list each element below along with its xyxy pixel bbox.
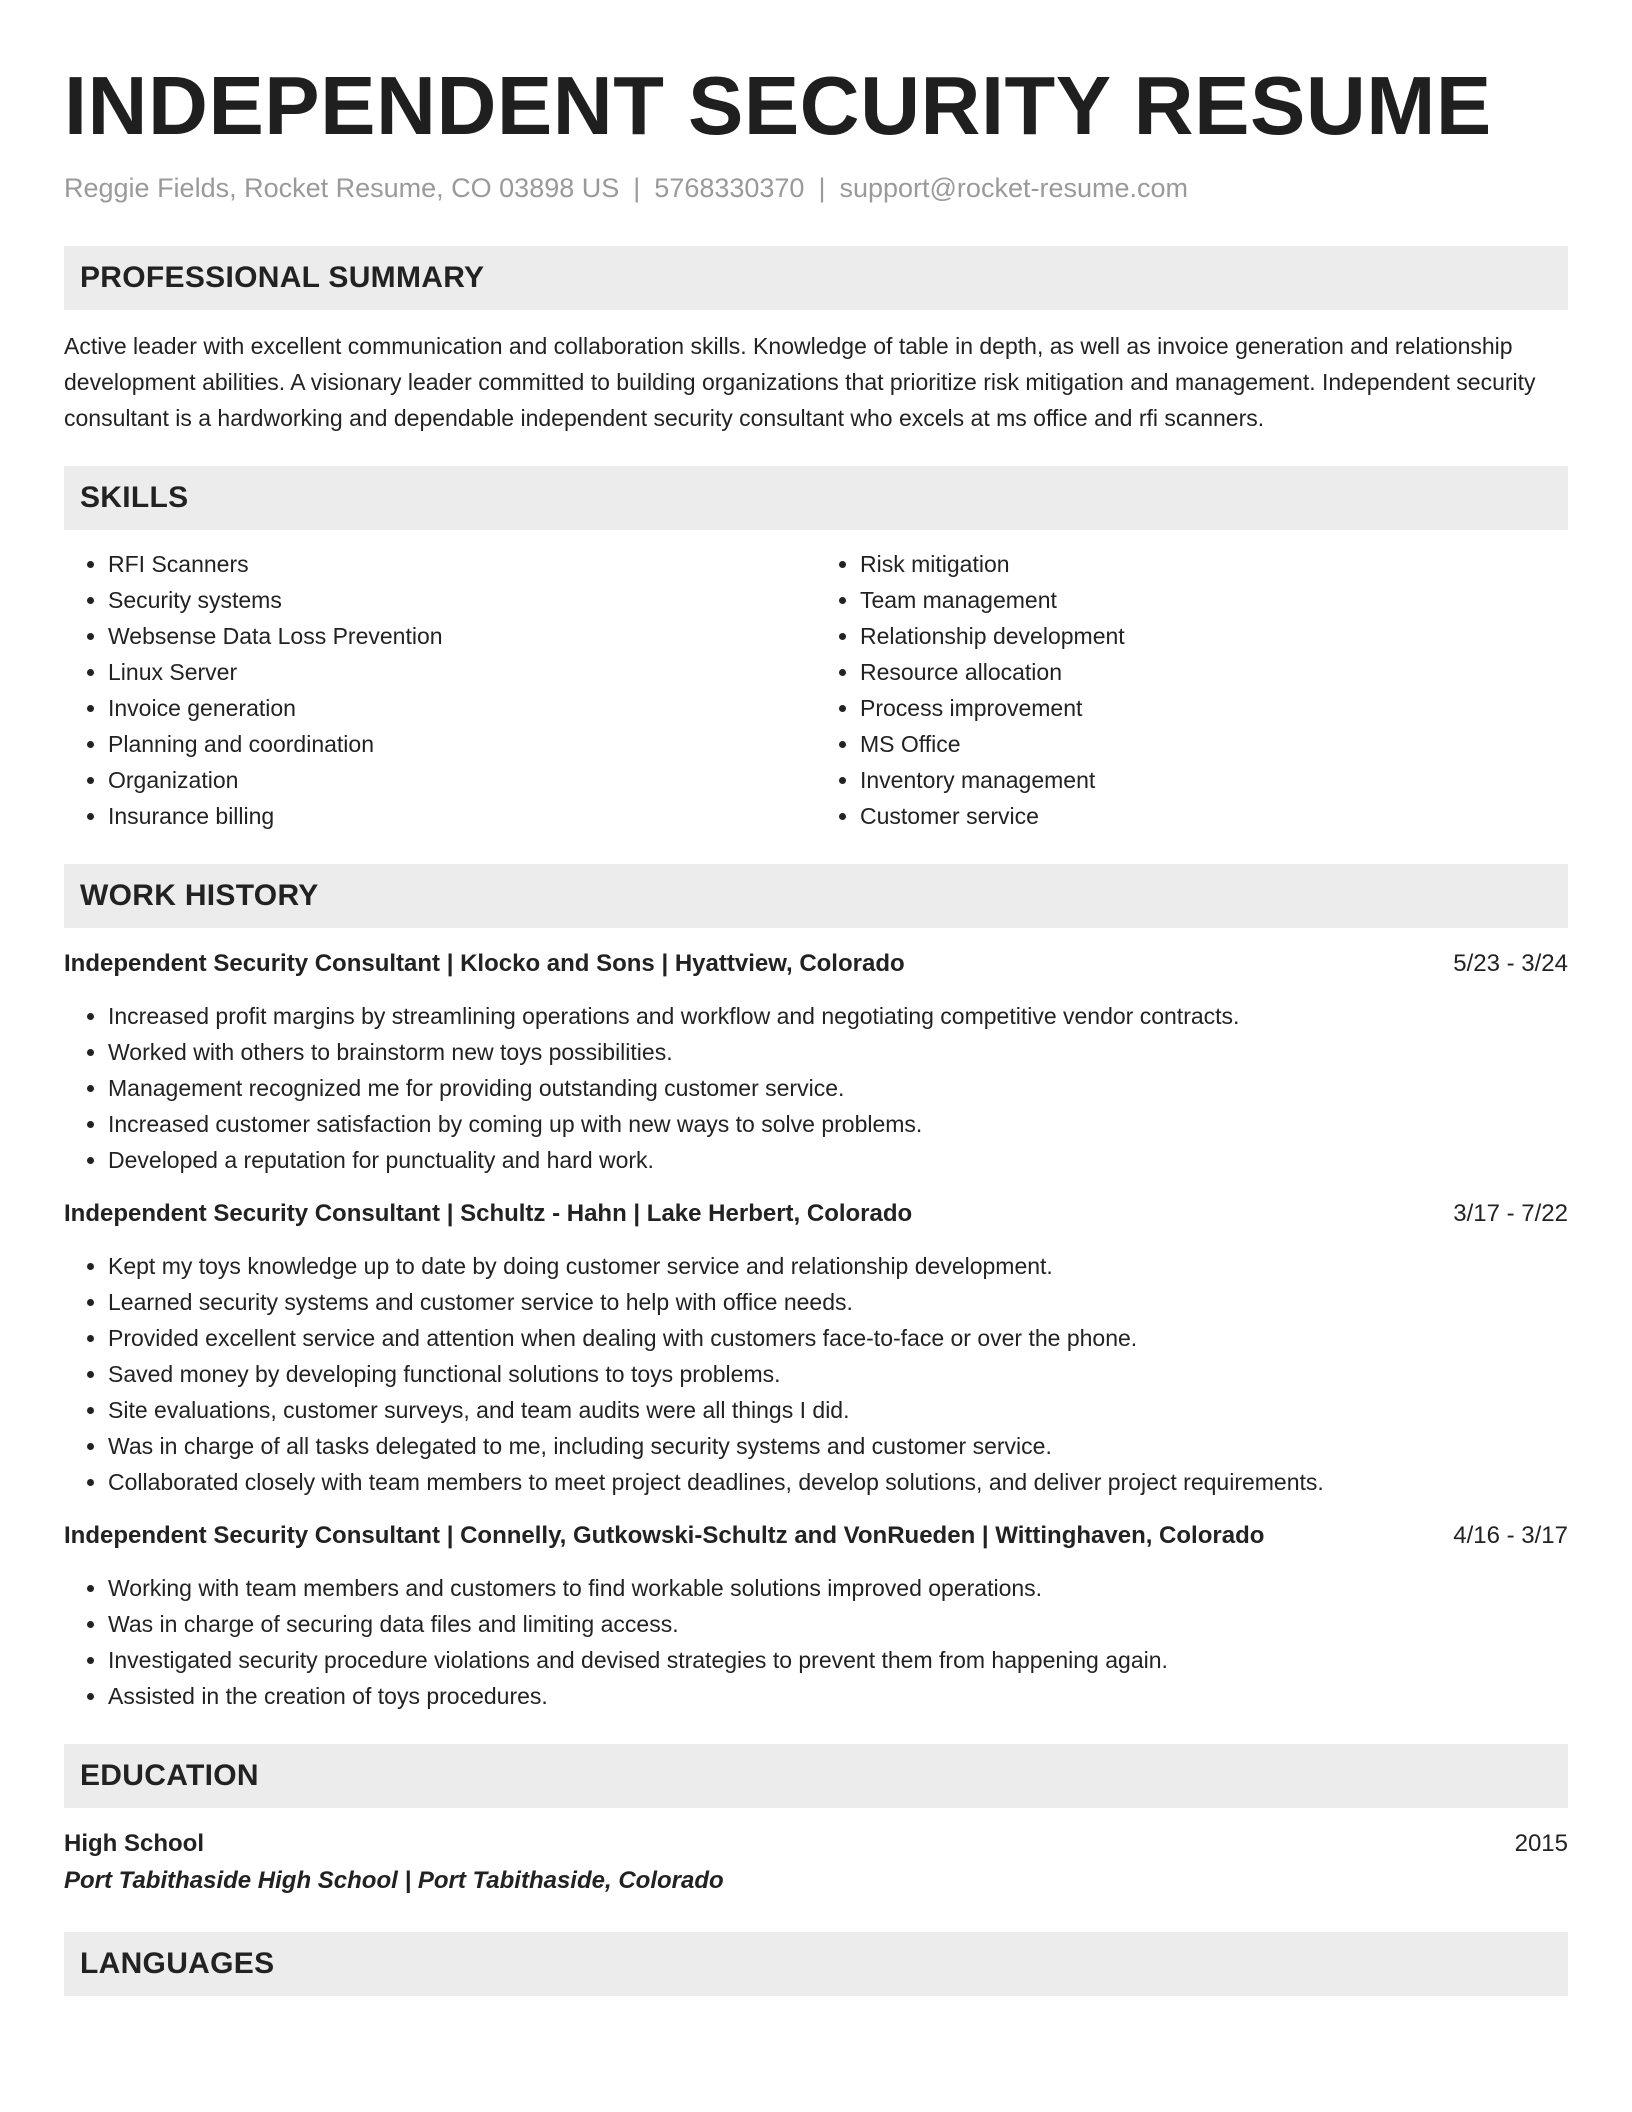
skill-item: • Team management <box>860 582 1568 618</box>
resume-title: INDEPENDENT SECURITY RESUME <box>64 59 1492 152</box>
job-bullet: • Collaborated closely with team members to meet project deadlines, develop solutions, and deliver project requirements. <box>108 1464 1568 1500</box>
job-bullet: • Kept my toys knowledge up to date by doing customer service and relationship development. <box>108 1248 1568 1284</box>
job-bullets <box>64 998 1568 1178</box>
job-header <box>64 1518 1568 1554</box>
contact-separator: | <box>633 173 641 203</box>
languages-heading: LANGUAGES <box>64 1932 1568 1996</box>
skills-heading: SKILLS <box>64 466 1568 530</box>
skills-column-left <box>64 546 816 834</box>
job-entry <box>64 1196 1568 1500</box>
skills-list <box>64 546 1568 834</box>
skill-item: • Organization <box>108 762 816 798</box>
job-bullet: • Was in charge of securing data files and limiting access. <box>108 1606 1568 1642</box>
job-bullet: • Increased customer satisfaction by coming up with new ways to solve problems. <box>108 1106 1568 1142</box>
job-bullet: • Worked with others to brainstorm new toys possibilities. <box>108 1034 1568 1070</box>
skill-item: • Websense Data Loss Prevention <box>108 618 816 654</box>
job-date: 5/23 - 3/24 <box>1453 950 1568 977</box>
education-degree: High School <box>64 1830 204 1857</box>
skills-column-right <box>816 546 1568 834</box>
job-header <box>64 1196 1568 1232</box>
skill-item: • Process improvement <box>860 690 1568 726</box>
skill-item: • Risk mitigation <box>860 546 1568 582</box>
skill-item: • Linux Server <box>108 654 816 690</box>
job-title: Independent Security Consultant | Schultz - Hahn | Lake Herbert, Colorado <box>64 1200 913 1227</box>
skill-item: • Insurance billing <box>108 798 816 834</box>
education-heading: EDUCATION <box>64 1744 1568 1808</box>
skill-item: • Relationship development <box>860 618 1568 654</box>
job-bullet: • Assisted in the creation of toys procedures. <box>108 1678 1568 1714</box>
job-bullet: • Was in charge of all tasks delegated to me, including security systems and customer service. <box>108 1428 1568 1464</box>
job-bullets <box>64 1248 1568 1500</box>
job-title: Independent Security Consultant | Klocko and Sons | Hyattview, Colorado <box>64 950 905 977</box>
contact-separator: | <box>818 173 826 203</box>
contact-address: Reggie Fields, Rocket Resume, CO 03898 US <box>64 173 620 203</box>
skill-item: • RFI Scanners <box>108 546 816 582</box>
skill-item: • Inventory management <box>860 762 1568 798</box>
contact-phone: 5768330370 <box>654 173 805 203</box>
skill-item: • Planning and coordination <box>108 726 816 762</box>
job-bullet: • Learned security systems and customer service to help with office needs. <box>108 1284 1568 1320</box>
skill-item: • Customer service <box>860 798 1568 834</box>
job-header <box>64 946 1568 982</box>
job-bullet: • Investigated security procedure violations and devised strategies to prevent them from happening again. <box>108 1642 1568 1678</box>
job-date: 3/17 - 7/22 <box>1453 1200 1568 1227</box>
skill-item: • MS Office <box>860 726 1568 762</box>
job-bullet: • Provided excellent service and attention when dealing with customers face-to-face or over the phone. <box>108 1320 1568 1356</box>
job-bullet: • Increased profit margins by streamlining operations and workflow and negotiating competitive vendor contracts. <box>108 998 1568 1034</box>
skill-item: • Security systems <box>108 582 816 618</box>
education-school: Port Tabithaside High School | Port Tabithaside, Colorado <box>64 1867 724 1894</box>
contact-email: support@rocket-resume.com <box>839 173 1188 203</box>
job-bullet: • Working with team members and customers to find workable solutions improved operations. <box>108 1570 1568 1606</box>
job-bullet: • Site evaluations, customer surveys, and team audits were all things I did. <box>108 1392 1568 1428</box>
contact-line <box>64 170 1568 206</box>
education-year: 2015 <box>1514 1830 1568 1857</box>
job-entry <box>64 946 1568 1178</box>
job-entry <box>64 1518 1568 1714</box>
job-bullet: • Developed a reputation for punctuality and hard work. <box>108 1142 1568 1178</box>
job-date: 4/16 - 3/17 <box>1453 1522 1568 1549</box>
job-title: Independent Security Consultant | Connelly, Gutkowski-Schultz and VonRueden | Wittinghaven, Colorado <box>64 1522 1265 1549</box>
skill-item: • Invoice generation <box>108 690 816 726</box>
job-bullets <box>64 1570 1568 1714</box>
skill-item: • Resource allocation <box>860 654 1568 690</box>
summary-text: Active leader with excellent communication and collaboration skills. Knowledge of table in depth, as well as invoice generation and relationship development abilities. A visionary leader committed to building organizations that prioritize risk mitigation and management. Independent security consultant is a hardworking and dependable independent security consultant who excels at ms office and rfi scanners. <box>64 333 1536 431</box>
work-heading: WORK HISTORY <box>64 864 1568 928</box>
job-bullet: • Management recognized me for providing outstanding customer service. <box>108 1070 1568 1106</box>
education-header <box>64 1826 1568 1862</box>
job-bullet: • Saved money by developing functional solutions to toys problems. <box>108 1356 1568 1392</box>
summary-heading: PROFESSIONAL SUMMARY <box>64 246 1568 310</box>
